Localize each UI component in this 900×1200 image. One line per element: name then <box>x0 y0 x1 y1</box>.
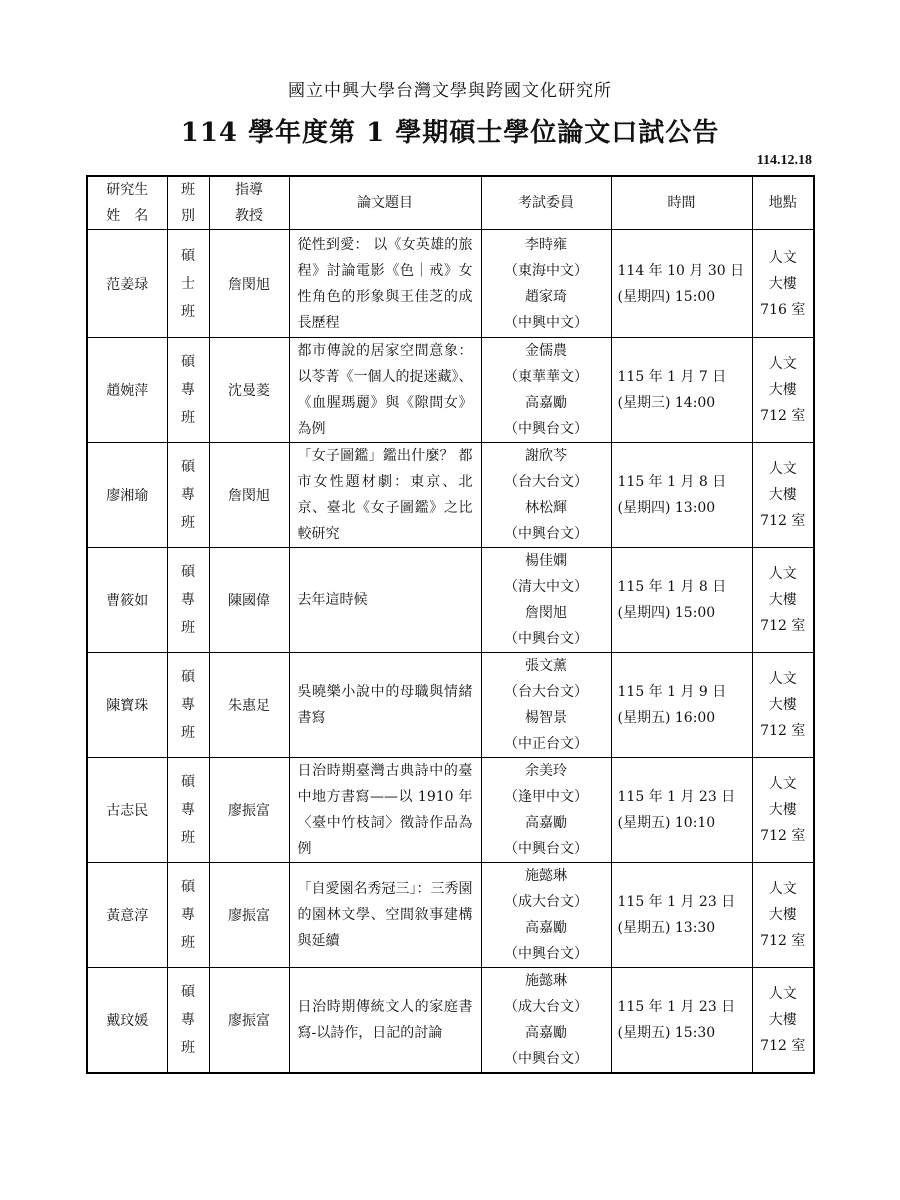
advisor-name: 廖振富 <box>209 863 289 968</box>
committee-member-1: 李時雍 <box>525 236 567 253</box>
defense-location <box>752 653 814 758</box>
student-name: 趙婉萍 <box>87 338 167 443</box>
header-advisor-line1: 指導 <box>235 182 263 198</box>
thesis-title-text: 「自愛園名秀冠三」：三秀園的園林文學、空間敘事建構與延續 <box>297 881 473 949</box>
committee-member-1: 謝欣芩 <box>525 448 567 464</box>
location-line-1: 人文 <box>768 671 797 687</box>
committee-members <box>481 443 611 548</box>
committee-members <box>481 230 611 338</box>
defense-date: 115 年 1 月 8 日 <box>617 474 727 490</box>
committee-member-2: 趙家琦 <box>525 288 567 305</box>
location-line-2: 大樓 <box>768 275 797 292</box>
committee-members <box>481 548 611 653</box>
defense-weekday-hour: (星期三) 14:00 <box>617 395 716 411</box>
defense-location <box>752 758 814 863</box>
advisor-name: 陳國偉 <box>209 548 289 653</box>
location-line-3: 712 室 <box>760 408 806 424</box>
location-line-2: 大樓 <box>768 592 797 608</box>
committee-affiliation-2: （中興台文） <box>504 946 588 962</box>
class-type-text: 碩專班 <box>181 774 195 846</box>
table-row <box>87 758 814 863</box>
thesis-title <box>289 230 481 338</box>
institute-name: 國立中興大學台灣文學與跨國文化研究所 <box>288 81 612 101</box>
location-line-3: 712 室 <box>760 933 806 949</box>
class-type <box>167 653 209 758</box>
class-type <box>167 443 209 548</box>
thesis-title <box>289 338 481 443</box>
defense-location <box>752 443 814 548</box>
committee-affiliation-2: （中興中文） <box>504 314 588 331</box>
defense-location <box>752 968 814 1074</box>
location-line-3: 712 室 <box>760 618 806 634</box>
defense-time <box>611 758 752 863</box>
student-name: 戴玟媛 <box>87 968 167 1074</box>
committee-members <box>481 968 611 1074</box>
class-type <box>167 230 209 338</box>
table-row <box>87 968 814 1074</box>
class-type-text: 碩專班 <box>181 459 195 531</box>
advisor-name: 廖振富 <box>209 758 289 863</box>
class-type-text: 碩專班 <box>181 879 195 951</box>
table-row <box>87 338 814 443</box>
location-line-3: 716 室 <box>760 301 806 318</box>
location-line-1: 人文 <box>768 986 797 1002</box>
header-student <box>87 176 167 230</box>
committee-affiliation-1: （東華華文） <box>504 369 588 385</box>
student-name: 陳寶珠 <box>87 653 167 758</box>
header-student-line1: 研究生 <box>106 182 149 198</box>
location-line-3: 712 室 <box>760 513 806 529</box>
committee-members <box>481 863 611 968</box>
class-type-text: 碩專班 <box>181 669 195 741</box>
committee-member-1: 楊佳嫻 <box>525 553 567 569</box>
committee-members <box>481 653 611 758</box>
committee-member-2: 詹閔旭 <box>525 605 567 621</box>
class-type <box>167 968 209 1074</box>
defense-time <box>611 653 752 758</box>
committee-member-2: 高嘉勵 <box>525 920 567 936</box>
committee-member-1: 施懿琳 <box>525 868 567 884</box>
defense-time <box>611 863 752 968</box>
class-type-text: 碩士班 <box>181 247 195 320</box>
defense-weekday-hour: (星期四) 15:00 <box>617 605 716 621</box>
defense-location <box>752 548 814 653</box>
header-class <box>167 176 209 230</box>
committee-members <box>481 338 611 443</box>
class-type <box>167 863 209 968</box>
committee-member-2: 楊智景 <box>525 710 567 726</box>
table-row <box>87 443 814 548</box>
table-row <box>87 230 814 338</box>
student-name: 范姜琭 <box>87 230 167 338</box>
committee-member-1: 張文薰 <box>525 658 567 674</box>
header-committee: 考試委員 <box>481 176 611 230</box>
defense-date: 115 年 1 月 7 日 <box>617 369 727 385</box>
committee-affiliation-1: （成大台文） <box>504 999 588 1015</box>
location-line-1: 人文 <box>768 776 797 792</box>
committee-member-1: 金儒農 <box>525 343 567 359</box>
defense-date: 115 年 1 月 9 日 <box>617 684 727 700</box>
committee-member-2: 林松輝 <box>525 500 567 516</box>
location-line-1: 人文 <box>768 356 797 372</box>
advisor-name: 詹閔旭 <box>209 443 289 548</box>
thesis-title-text: 都市傳說的居家空間意象：以苓菁《一個人的捉迷藏》、《血腥瑪麗》與《隙間女》為例 <box>297 343 473 437</box>
defense-date: 115 年 1 月 23 日 <box>617 789 736 805</box>
committee-affiliation-1: （成大台文） <box>504 894 588 910</box>
announcement-date: 114.12.18 <box>756 153 812 168</box>
location-line-1: 人文 <box>768 249 797 266</box>
defense-time <box>611 548 752 653</box>
defense-location <box>752 230 814 338</box>
student-name: 黃意淳 <box>87 863 167 968</box>
announcement-title: 114 學年度第 1 學期碩士學位論文口試公告 <box>180 118 720 148</box>
class-type-text: 碩專班 <box>181 984 195 1056</box>
defense-weekday-hour: (星期五) 10:10 <box>617 815 716 831</box>
committee-affiliation-2: （中興台文） <box>504 526 588 542</box>
committee-affiliation-1: （東海中文） <box>504 262 588 279</box>
class-type-text: 碩專班 <box>181 564 195 636</box>
defense-time <box>611 968 752 1074</box>
defense-weekday-hour: (星期五) 16:00 <box>617 710 716 726</box>
committee-affiliation-1: （台大台文） <box>504 684 588 700</box>
defense-date: 114 年 10 月 30 日 <box>617 262 745 279</box>
defense-schedule-table <box>86 175 815 1074</box>
defense-time <box>611 338 752 443</box>
thesis-title-text: 吳曉樂小說中的母職與情緒書寫 <box>297 684 473 726</box>
committee-member-2: 高嘉勵 <box>525 815 567 831</box>
location-line-2: 大樓 <box>768 802 797 818</box>
advisor-name: 沈曼菱 <box>209 338 289 443</box>
committee-members <box>481 758 611 863</box>
thesis-title <box>289 443 481 548</box>
location-line-1: 人文 <box>768 461 797 477</box>
student-name: 曹筱如 <box>87 548 167 653</box>
thesis-title-text: 日治時期傳統文人的家庭書寫-以詩作，日記的討論 <box>297 999 473 1041</box>
location-line-3: 712 室 <box>760 1038 806 1054</box>
committee-affiliation-2: （中興台文） <box>504 841 588 857</box>
committee-affiliation-2: （中正台文） <box>504 736 588 752</box>
advisor-name: 廖振富 <box>209 968 289 1074</box>
committee-member-1: 余美玲 <box>525 763 567 779</box>
header-thesis: 論文題目 <box>289 176 481 230</box>
committee-affiliation-2: （中興台文） <box>504 421 588 437</box>
location-line-2: 大樓 <box>768 907 797 923</box>
defense-weekday-hour: (星期五) 13:30 <box>617 920 716 936</box>
location-line-3: 712 室 <box>760 723 806 739</box>
defense-time <box>611 230 752 338</box>
thesis-title <box>289 863 481 968</box>
header-class-line2: 別 <box>181 208 195 224</box>
header-location: 地點 <box>752 176 814 230</box>
defense-weekday-hour: (星期五) 15:30 <box>617 1025 716 1041</box>
location-line-1: 人文 <box>768 881 797 897</box>
defense-time <box>611 443 752 548</box>
student-name: 古志民 <box>87 758 167 863</box>
table-header-row <box>87 176 814 230</box>
header-student-line2: 姓 名 <box>106 208 149 224</box>
class-type <box>167 758 209 863</box>
defense-weekday-hour: (星期四) 15:00 <box>617 288 716 305</box>
table-row <box>87 863 814 968</box>
thesis-title-text: 「女子圖鑑」鑑出什麼？ 都市女性題材劇：東京、北京、臺北《女子圖鑑》之比較研究 <box>297 448 473 542</box>
location-line-1: 人文 <box>768 566 797 582</box>
advisor-name: 朱惠足 <box>209 653 289 758</box>
location-line-2: 大樓 <box>768 697 797 713</box>
header-class-line1: 班 <box>181 182 195 198</box>
defense-location <box>752 863 814 968</box>
student-name: 廖湘瑜 <box>87 443 167 548</box>
committee-affiliation-1: （台大台文） <box>504 474 588 490</box>
thesis-title <box>289 758 481 863</box>
thesis-title-text: 去年這時候 <box>297 592 368 608</box>
location-line-2: 大樓 <box>768 382 797 398</box>
thesis-title-text: 日治時期臺灣古典詩中的臺中地方書寫——以 1910 年〈臺中竹枝詞〉徵詩作品為例 <box>297 763 473 857</box>
class-type <box>167 338 209 443</box>
advisor-name: 詹閔旭 <box>209 230 289 338</box>
thesis-title <box>289 548 481 653</box>
committee-affiliation-2: （中興台文） <box>504 631 588 647</box>
table-row <box>87 653 814 758</box>
defense-date: 115 年 1 月 23 日 <box>617 894 736 910</box>
committee-member-2: 高嘉勵 <box>525 395 567 411</box>
defense-date: 115 年 1 月 8 日 <box>617 579 727 595</box>
thesis-title-text: 從性到愛： 以《女英雄的旅程》討論電影《色｜戒》女性角色的形象與王佳芝的成長歷程 <box>297 236 473 331</box>
defense-location <box>752 338 814 443</box>
thesis-title <box>289 968 481 1074</box>
committee-member-1: 施懿琳 <box>525 973 567 989</box>
location-line-2: 大樓 <box>768 487 797 503</box>
header-time: 時間 <box>611 176 752 230</box>
committee-affiliation-1: （逢甲中文） <box>504 789 588 805</box>
thesis-title <box>289 653 481 758</box>
committee-affiliation-2: （中興台文） <box>504 1051 588 1067</box>
header-advisor-line2: 教授 <box>235 208 263 224</box>
location-line-3: 712 室 <box>760 828 806 844</box>
header-advisor <box>209 176 289 230</box>
committee-member-2: 高嘉勵 <box>525 1025 567 1041</box>
defense-weekday-hour: (星期四) 13:00 <box>617 500 716 516</box>
table-row <box>87 548 814 653</box>
location-line-2: 大樓 <box>768 1012 797 1028</box>
class-type <box>167 548 209 653</box>
class-type-text: 碩專班 <box>181 354 195 426</box>
committee-affiliation-1: （清大中文） <box>504 579 588 595</box>
defense-date: 115 年 1 月 23 日 <box>617 999 736 1015</box>
